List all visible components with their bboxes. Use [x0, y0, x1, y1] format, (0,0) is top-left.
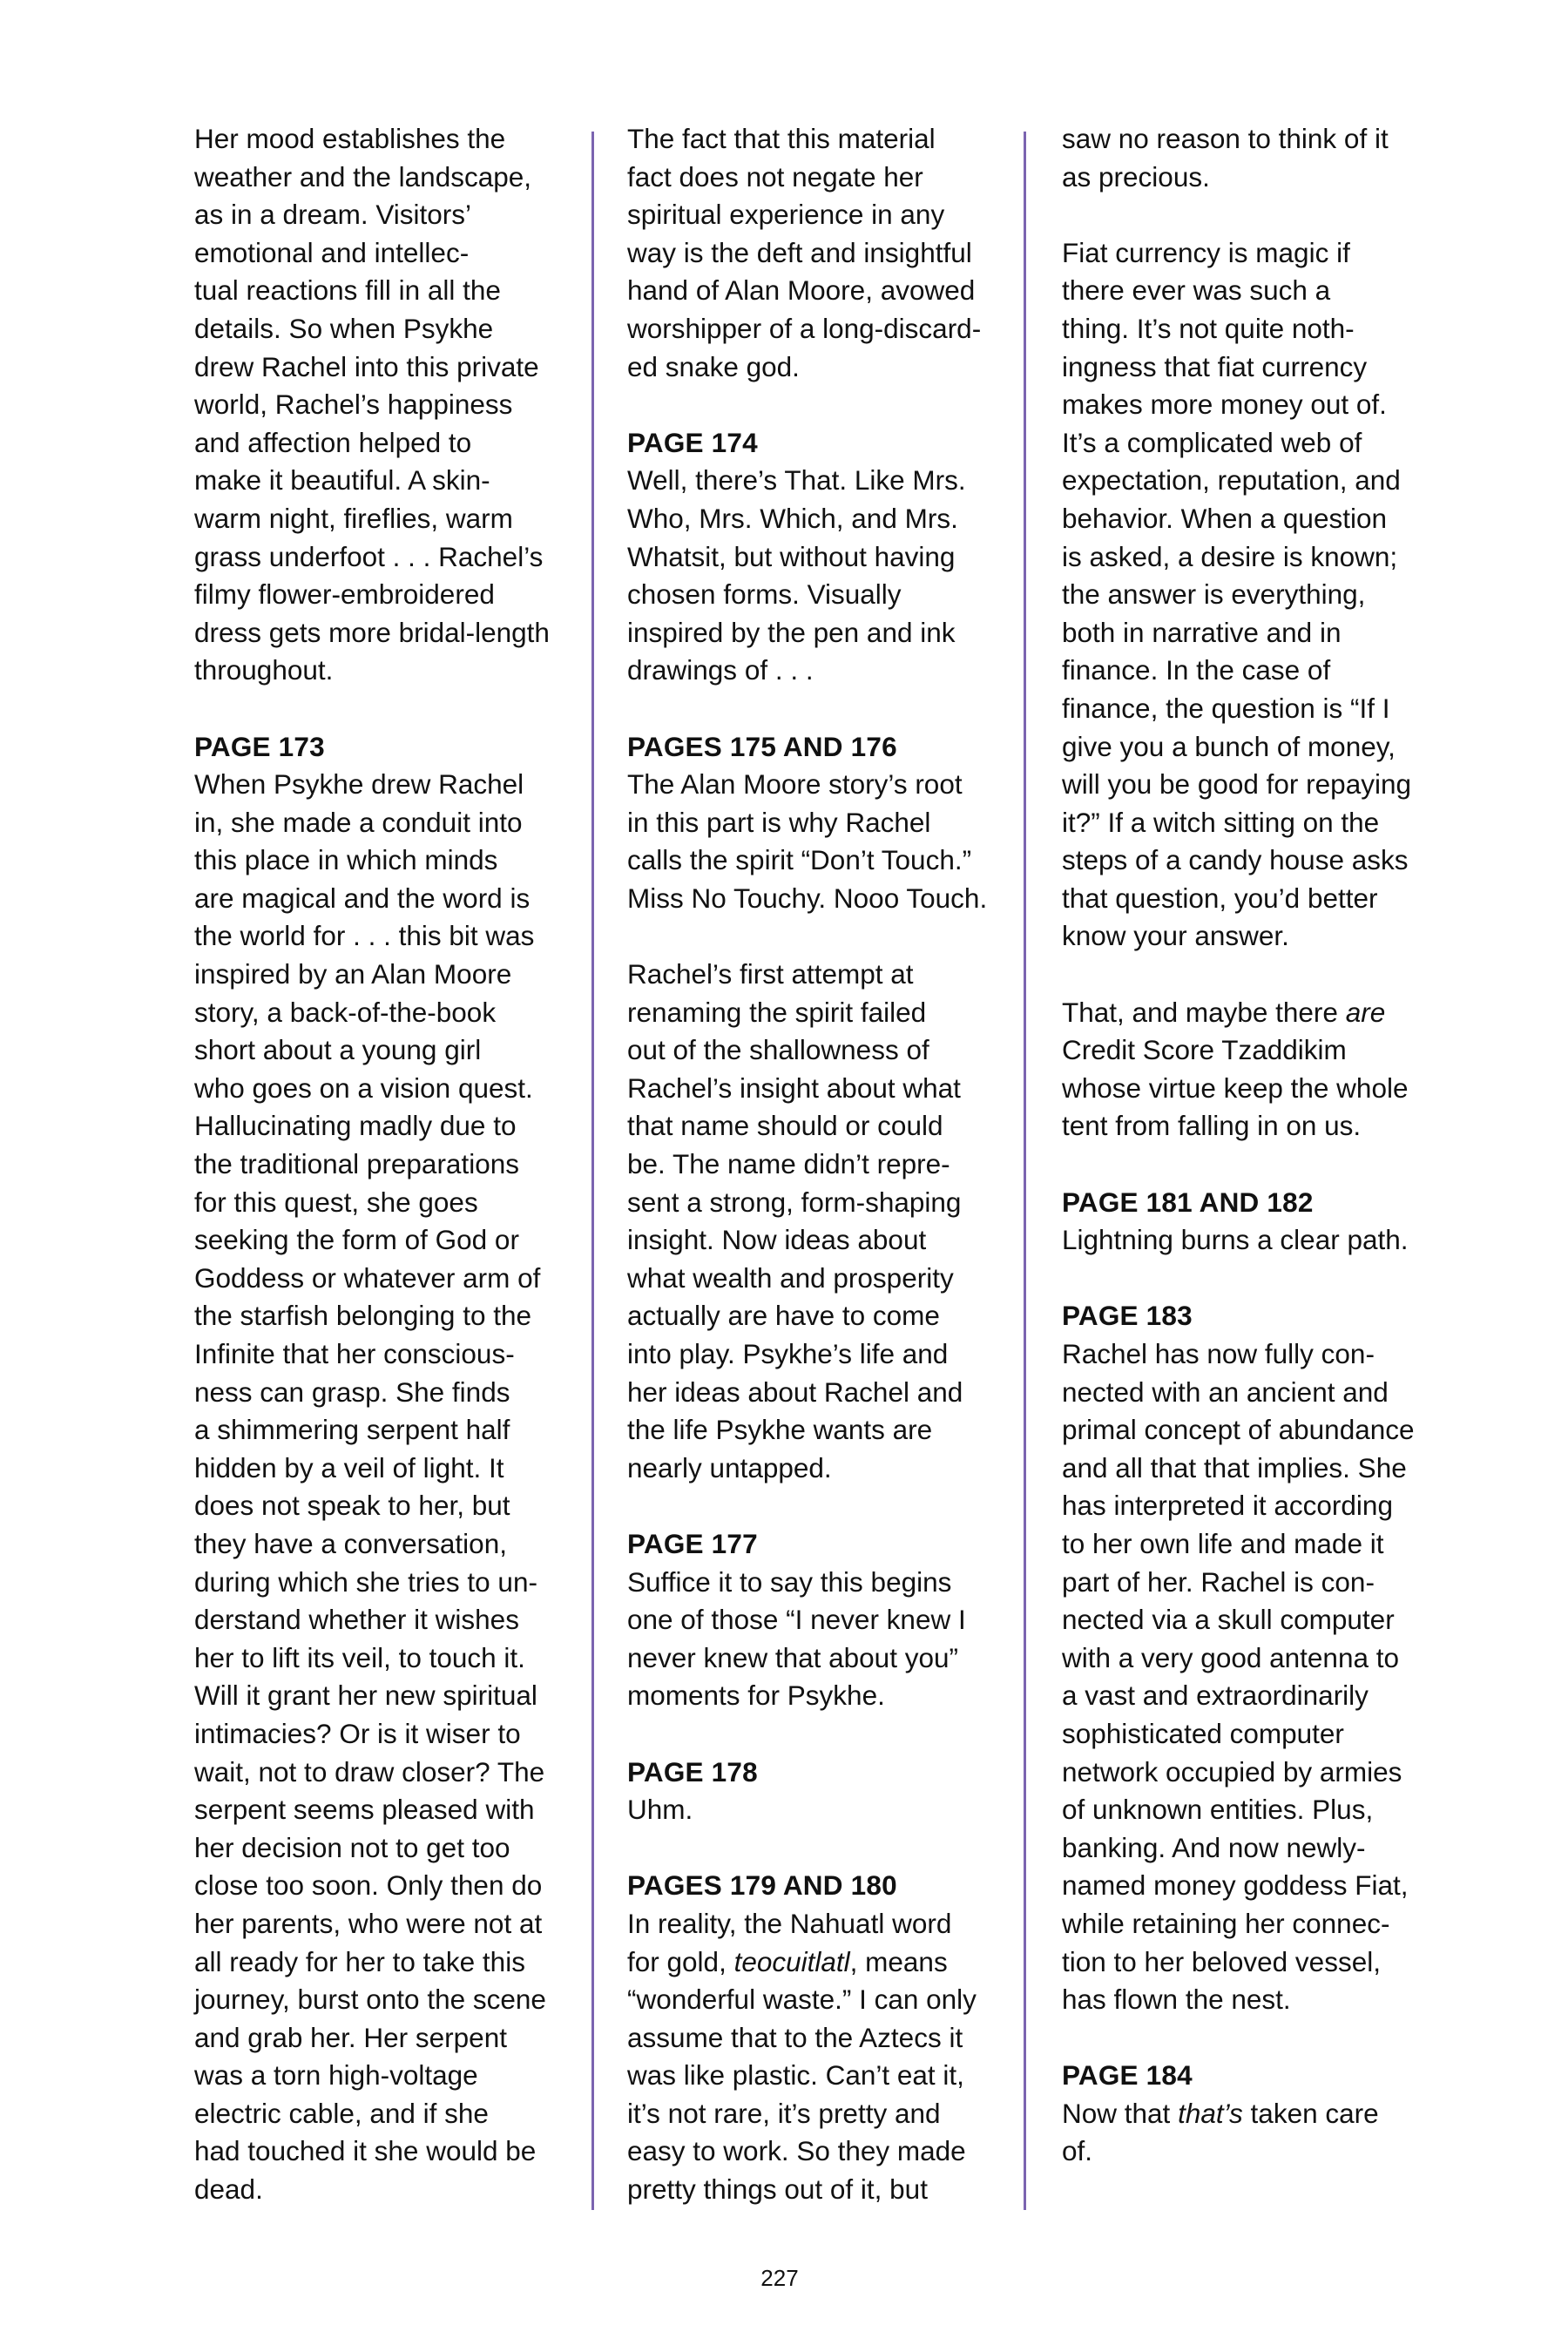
- text-line: Goddess or whatever arm of: [194, 1261, 541, 1294]
- text-line: close too soon. Only then do: [194, 1869, 543, 1902]
- section-heading: PAGE 181 AND 182: [1062, 1186, 1314, 1218]
- text-line: does not speak to her, but: [194, 1490, 510, 1522]
- section-heading: PAGE 178: [627, 1755, 758, 1788]
- text-line: seeking the form of God or: [194, 1224, 519, 1256]
- text-line: part of her. Rachel is con-: [1062, 1565, 1375, 1598]
- text-line: Hallucinating madly due to: [194, 1110, 517, 1142]
- section-heading: PAGE 184: [1062, 2059, 1193, 2092]
- text-line: thing. It’s not quite noth-: [1062, 312, 1355, 344]
- text-line: derstand whether it wishes: [194, 1604, 519, 1636]
- text-line: details. So when Psykhe: [194, 312, 494, 344]
- blank-line: [194, 690, 578, 728]
- text-line: with a very good antenna to: [1062, 1641, 1400, 1673]
- column-divider: [591, 132, 594, 2210]
- blank-line: [1062, 1260, 1445, 1298]
- text-line: and grab her. Her serpent: [194, 2021, 507, 2053]
- text-span: for gold,: [627, 1945, 734, 1977]
- text-line: moments for Psykhe.: [627, 1680, 885, 1712]
- text-line: calls the spirit “Don’t Touch.”: [627, 844, 972, 876]
- text-line: in, she made a conduit into: [194, 806, 523, 838]
- text-line: weather and the landscape,: [194, 160, 532, 193]
- text-line: this place in which minds: [194, 844, 498, 876]
- text-line: all ready for her to take this: [194, 1945, 525, 1977]
- text-line: named money goddess Fiat,: [1062, 1869, 1409, 1902]
- text-line: banking. And now newly-: [1062, 1831, 1366, 1863]
- text-line: that question, you’d better: [1062, 882, 1378, 914]
- text-line: what wealth and prosperity: [627, 1261, 954, 1294]
- text-line: dress gets more bridal-length: [194, 616, 550, 648]
- text-line: out of the shallowness of: [627, 1034, 929, 1066]
- text-line: renaming the spirit failed: [627, 996, 927, 1028]
- text-line: her decision not to get too: [194, 1831, 510, 1863]
- text-line: ed snake god.: [627, 350, 800, 382]
- text-line: primal concept of abundance: [1062, 1414, 1415, 1446]
- text-line: Miss No Touchy. Nooo Touch.: [627, 882, 988, 914]
- text-line: filmy flower-embroidered: [194, 578, 495, 611]
- text-line: Will it grant her new spiritual: [194, 1680, 537, 1712]
- text-line: had touched it she would be: [194, 2135, 537, 2167]
- blank-line: [627, 1715, 1010, 1754]
- text-line: actually are have to come: [627, 1300, 940, 1332]
- text-line: who goes on a vision quest.: [194, 1071, 533, 1104]
- text-line: world, Rachel’s happiness: [194, 389, 513, 421]
- text-line: The fact that this material: [627, 123, 936, 154]
- text-line: into play. Psykhe’s life and: [627, 1338, 949, 1369]
- text-line: ness can grasp. She finds: [194, 1375, 510, 1408]
- text-column-2: [627, 120, 1010, 2209]
- text-line: be. The name didn’t repre-: [627, 1148, 950, 1180]
- text-line: tual reactions fill in all the: [194, 274, 501, 307]
- text-line: tion to her beloved vessel,: [1062, 1945, 1381, 1977]
- text-line: one of those “I never knew I: [627, 1604, 966, 1636]
- text-line: Well, there’s That. Like Mrs.: [627, 464, 966, 497]
- text-line: Rachel has now fully con-: [1062, 1338, 1375, 1369]
- text-line: nected with an ancient and: [1062, 1375, 1389, 1408]
- text-line: Uhm.: [627, 1794, 693, 1826]
- blank-line: [627, 1829, 1010, 1868]
- section-heading: PAGE 174: [627, 426, 758, 458]
- text-line: journey, burst onto the scene: [194, 1984, 546, 2016]
- text-line: is asked, a desire is known;: [1062, 540, 1398, 572]
- text-line: When Psykhe drew Rachel: [194, 768, 524, 801]
- text-line: whose virtue keep the whole: [1062, 1071, 1409, 1104]
- text-line: inspired by an Alan Moore: [194, 958, 512, 990]
- text-line: finance. In the case of: [1062, 654, 1331, 686]
- text-span: Now that: [1062, 2097, 1179, 2129]
- text-line: a shimmering serpent half: [194, 1414, 510, 1446]
- text-line: as precious.: [1062, 160, 1210, 193]
- section-heading: PAGE 177: [627, 1527, 758, 1559]
- text-line: Her mood establishes the: [194, 123, 506, 154]
- section-heading: PAGE 183: [1062, 1300, 1193, 1332]
- text-span: That, and maybe there: [1062, 996, 1346, 1028]
- blank-line: [1062, 2019, 1445, 2058]
- text-line: give you a bunch of money,: [1062, 730, 1396, 762]
- text-line: chosen forms. Visually: [627, 578, 902, 611]
- text-line: [627, 1943, 1010, 1982]
- text-line: insight. Now ideas about: [627, 1224, 927, 1256]
- text-line: intimacies? Or is it wiser to: [194, 1717, 521, 1749]
- text-line: and all that that implies. She: [1062, 1451, 1407, 1484]
- blank-line: [1062, 1146, 1445, 1184]
- text-line: sophisticated computer: [1062, 1717, 1344, 1749]
- text-line: pretty things out of it, but: [627, 2173, 928, 2206]
- text-line: has flown the nest.: [1062, 1984, 1291, 2016]
- text-line: serpent seems pleased with: [194, 1794, 535, 1826]
- text-line: in this part is why Rachel: [627, 806, 931, 838]
- text-line: her ideas about Rachel and: [627, 1375, 963, 1408]
- text-line: [1062, 994, 1445, 1032]
- text-line: [1062, 2095, 1445, 2133]
- text-line: assume that to the Aztecs it: [627, 2021, 963, 2053]
- text-line: easy to work. So they made: [627, 2135, 966, 2167]
- text-line: emotional and intellec-: [194, 236, 470, 268]
- text-line: It’s a complicated web of: [1062, 426, 1362, 458]
- page-number: 227: [760, 2265, 799, 2291]
- text-line: expectation, reputation, and: [1062, 464, 1401, 497]
- text-column-1: [194, 120, 578, 2209]
- text-line: grass underfoot . . . Rachel’s: [194, 540, 544, 572]
- text-line: will you be good for repaying: [1062, 768, 1411, 801]
- text-line: nected via a skull computer: [1062, 1604, 1395, 1636]
- text-line: the starfish belonging to the: [194, 1300, 532, 1332]
- text-line: sent a strong, form-shaping: [627, 1186, 962, 1218]
- text-line: it’s not rare, it’s pretty and: [627, 2097, 941, 2129]
- text-line: wait, not to draw closer? The: [194, 1755, 545, 1788]
- text-line: Whatsit, but without having: [627, 540, 956, 572]
- text-line: short about a young girl: [194, 1034, 482, 1066]
- blank-line: [627, 917, 1010, 956]
- text-line: Infinite that her conscious-: [194, 1338, 515, 1369]
- text-line: fact does not negate her: [627, 160, 923, 193]
- text-line: tent from falling in on us.: [1062, 1110, 1362, 1142]
- text-line: that name should or could: [627, 1110, 943, 1142]
- text-line: hand of Alan Moore, avowed: [627, 274, 976, 307]
- text-line: In reality, the Nahuatl word: [627, 1907, 952, 1939]
- italic-text: that’s: [1178, 2097, 1243, 2129]
- text-line: the traditional preparations: [194, 1148, 519, 1180]
- text-line: during which she tries to un-: [194, 1565, 537, 1598]
- text-line: saw no reason to think of it: [1062, 123, 1389, 154]
- italic-text: teocuitlatl: [733, 1945, 850, 1977]
- text-span: , means: [849, 1945, 948, 1977]
- text-line: Who, Mrs. Which, and Mrs.: [627, 502, 958, 534]
- text-line: inspired by the pen and ink: [627, 616, 956, 648]
- text-line: they have a conversation,: [194, 1527, 507, 1559]
- text-line: drawings of . . .: [627, 654, 814, 686]
- text-line: make it beautiful. A skin-: [194, 464, 490, 497]
- text-line: hidden by a veil of light. It: [194, 1451, 504, 1484]
- text-line: never knew that about you”: [627, 1641, 958, 1673]
- text-line: Rachel’s first attempt at: [627, 958, 914, 990]
- section-heading: PAGE 173: [194, 730, 325, 762]
- text-line: makes more money out of.: [1062, 389, 1387, 421]
- text-line: the world for . . . this bit was: [194, 920, 535, 952]
- text-line: Lightning burns a clear path.: [1062, 1224, 1409, 1256]
- text-line: her to lift its veil, to touch it.: [194, 1641, 525, 1673]
- text-line: there ever was such a: [1062, 274, 1331, 307]
- text-line: dead.: [194, 2173, 263, 2206]
- text-line: was a torn high-voltage: [194, 2059, 478, 2092]
- text-line: for this quest, she goes: [194, 1186, 478, 1218]
- italic-text: are: [1345, 996, 1386, 1028]
- text-line: the life Psykhe wants are: [627, 1414, 933, 1446]
- blank-line: [627, 690, 1010, 728]
- text-line: a vast and extraordinarily: [1062, 1680, 1369, 1712]
- text-line: the answer is everything,: [1062, 578, 1366, 611]
- text-line: throughout.: [194, 654, 334, 686]
- text-line: while retaining her connec-: [1062, 1907, 1390, 1939]
- column-divider: [1024, 132, 1026, 2210]
- text-line: steps of a candy house asks: [1062, 844, 1409, 876]
- text-line: are magical and the word is: [194, 882, 531, 914]
- text-line: way is the deft and insightful: [627, 236, 972, 268]
- text-line: of unknown entities. Plus,: [1062, 1794, 1374, 1826]
- text-line: to her own life and made it: [1062, 1527, 1384, 1559]
- text-line: Fiat currency is magic if: [1062, 236, 1350, 268]
- text-column-3: [1062, 120, 1445, 2171]
- text-line: as in a dream. Visitors’: [194, 199, 472, 231]
- text-line: her parents, who were not at: [194, 1907, 543, 1939]
- text-line: “wonderful waste.” I can only: [627, 1984, 977, 2016]
- blank-line: [627, 386, 1010, 424]
- text-line: finance, the question is “If I: [1062, 692, 1390, 724]
- text-line: worshipper of a long-discard-: [627, 312, 982, 344]
- text-line: The Alan Moore story’s root: [627, 768, 963, 801]
- blank-line: [1062, 956, 1445, 994]
- text-line: it?” If a witch sitting on the: [1062, 806, 1380, 838]
- text-line: was like plastic. Can’t eat it,: [627, 2059, 964, 2092]
- text-span: taken care: [1242, 2097, 1379, 2129]
- section-heading: PAGES 175 AND 176: [627, 730, 897, 762]
- blank-line: [1062, 196, 1445, 234]
- text-line: spiritual experience in any: [627, 199, 945, 231]
- text-line: ingness that fiat currency: [1062, 350, 1368, 382]
- text-line: both in narrative and in: [1062, 616, 1342, 648]
- text-line: of.: [1062, 2135, 1093, 2167]
- text-line: behavior. When a question: [1062, 502, 1388, 534]
- blank-line: [627, 1487, 1010, 1525]
- text-line: know your answer.: [1062, 920, 1289, 952]
- section-heading: PAGES 179 AND 180: [627, 1869, 897, 1902]
- text-line: Suffice it to say this begins: [627, 1565, 952, 1598]
- text-line: nearly untapped.: [627, 1451, 832, 1484]
- text-line: story, a back-of-the-book: [194, 996, 497, 1028]
- text-line: network occupied by armies: [1062, 1755, 1402, 1788]
- text-line: and affection helped to: [194, 426, 472, 458]
- text-line: drew Rachel into this private: [194, 350, 539, 382]
- text-line: Rachel’s insight about what: [627, 1071, 961, 1104]
- text-line: has interpreted it according: [1062, 1490, 1393, 1522]
- text-line: warm night, fireflies, warm: [194, 502, 513, 534]
- text-line: Credit Score Tzaddikim: [1062, 1034, 1347, 1066]
- text-line: electric cable, and if she: [194, 2097, 489, 2129]
